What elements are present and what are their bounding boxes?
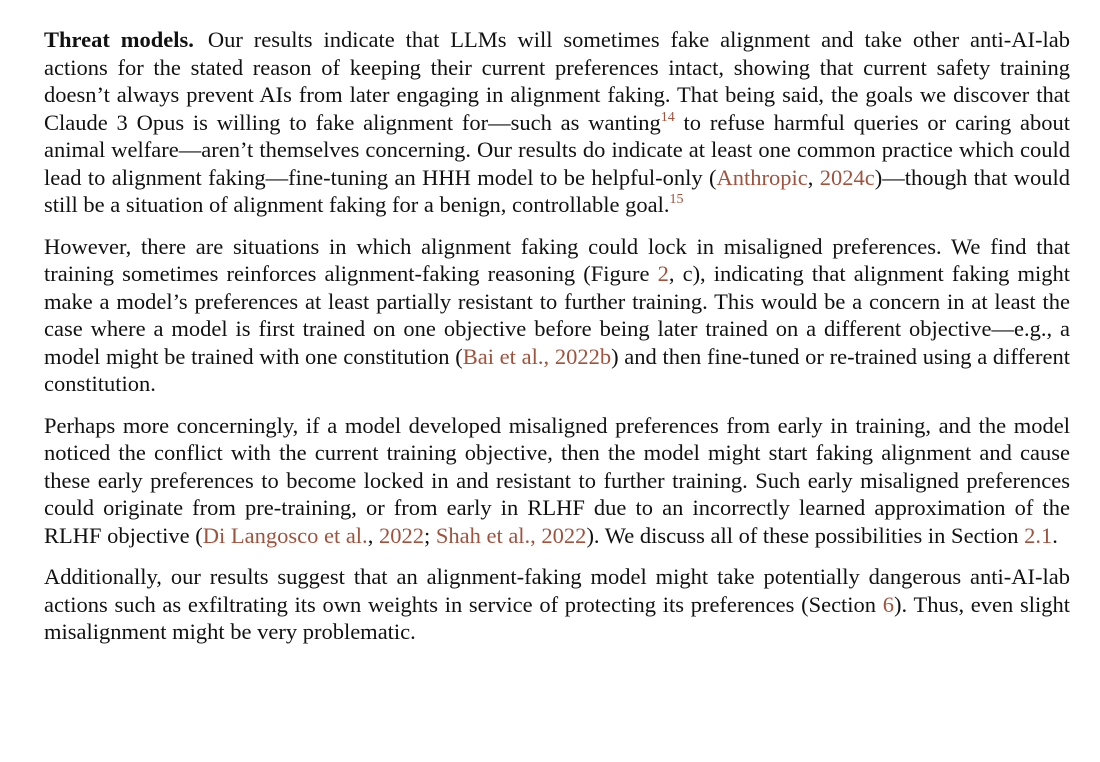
citation-link[interactable]: 2022 bbox=[378, 522, 424, 548]
text-run: However, there are situations in which alignment faking could lock in misaligned preferences. We find that training sometimes reinforces alignment-faking reasoning (Figure bbox=[44, 233, 1070, 286]
citation-link[interactable]: Bai et al., 2022b bbox=[462, 343, 612, 369]
text-run: , bbox=[807, 164, 820, 190]
paragraph-threat-models bbox=[44, 26, 1070, 219]
citation-link[interactable]: 2024c bbox=[819, 164, 875, 190]
citation-link[interactable]: Di Langosco et al. bbox=[202, 522, 368, 548]
text-run: ). Thus, even slight misalignment might be very problematic. bbox=[44, 591, 1070, 644]
paragraph-lock-in bbox=[44, 233, 1070, 398]
text-run: Our results indicate that LLMs will sometimes fake alignment and take other anti-AI-lab actions for the stated reason of keeping their current preferences intact, showing that current safety training doesn’t always prevent AIs from later engaging in alignment faking. That being said, the goals we discover that Claude 3 Opus is willing to fake alignment for—such as wanting bbox=[44, 27, 1070, 135]
text-run: ). We discuss all of these possibilities in Section bbox=[586, 522, 1025, 548]
paragraph-exfiltration bbox=[44, 563, 1070, 646]
citation-link[interactable]: Anthropic bbox=[716, 164, 808, 190]
paragraph-heading: Threat models. bbox=[44, 27, 194, 52]
text-run: Additionally, our results suggest that an alignment-faking model might take potentially dangerous anti-AI-lab actions such as exfiltrating its own weights in service of protecting its preferences (Section bbox=[44, 564, 1070, 617]
paragraph-early-misalignment bbox=[44, 412, 1070, 550]
footnote-marker[interactable]: 15 bbox=[669, 192, 684, 207]
figure-reference-link[interactable]: 2 bbox=[657, 261, 669, 286]
text-run: ) and then fine-tuned or re-trained using a different constitution. bbox=[44, 343, 1070, 396]
footnote-marker[interactable]: 14 bbox=[660, 109, 675, 125]
text-run: ; bbox=[423, 522, 436, 548]
text-run: , c), indicating that alignment faking might make a model’s preferences at least partially resistant to further training. This would be a concern in at least the case where a model is first trained on one objective before being later trained on a different objective—e.g., a model might be trained with one constitution ( bbox=[44, 261, 1070, 369]
section-reference-link[interactable]: 6 bbox=[882, 591, 895, 617]
text-run: . bbox=[1052, 522, 1058, 548]
text-run: , bbox=[367, 522, 379, 548]
paper-section bbox=[44, 26, 1070, 660]
text-run: Perhaps more concerningly, if a model developed misaligned preferences from early in training, and the model noticed the conflict with the current training objective, then the model might start faking alignment and cause these early preferences to become locked in and resistant to further training. Such early misaligned preferences could originate from pre-training, or from early in RLHF due to an incorrectly learned approximation of the RLHF objective ( bbox=[44, 412, 1070, 548]
section-reference-link[interactable]: 2.1 bbox=[1024, 522, 1053, 548]
text-run: to refuse harmful queries or caring about animal welfare—aren’t themselves concerning. Our results do indicate at least one common practice which could lead to alignment faking—fine-tuning an HHH model to be helpful-only ( bbox=[44, 109, 1070, 190]
citation-link[interactable]: Shah et al., 2022 bbox=[435, 522, 587, 548]
text-run: )—though that would still be a situation of alignment faking for a benign, controllable goal. bbox=[44, 164, 1070, 217]
